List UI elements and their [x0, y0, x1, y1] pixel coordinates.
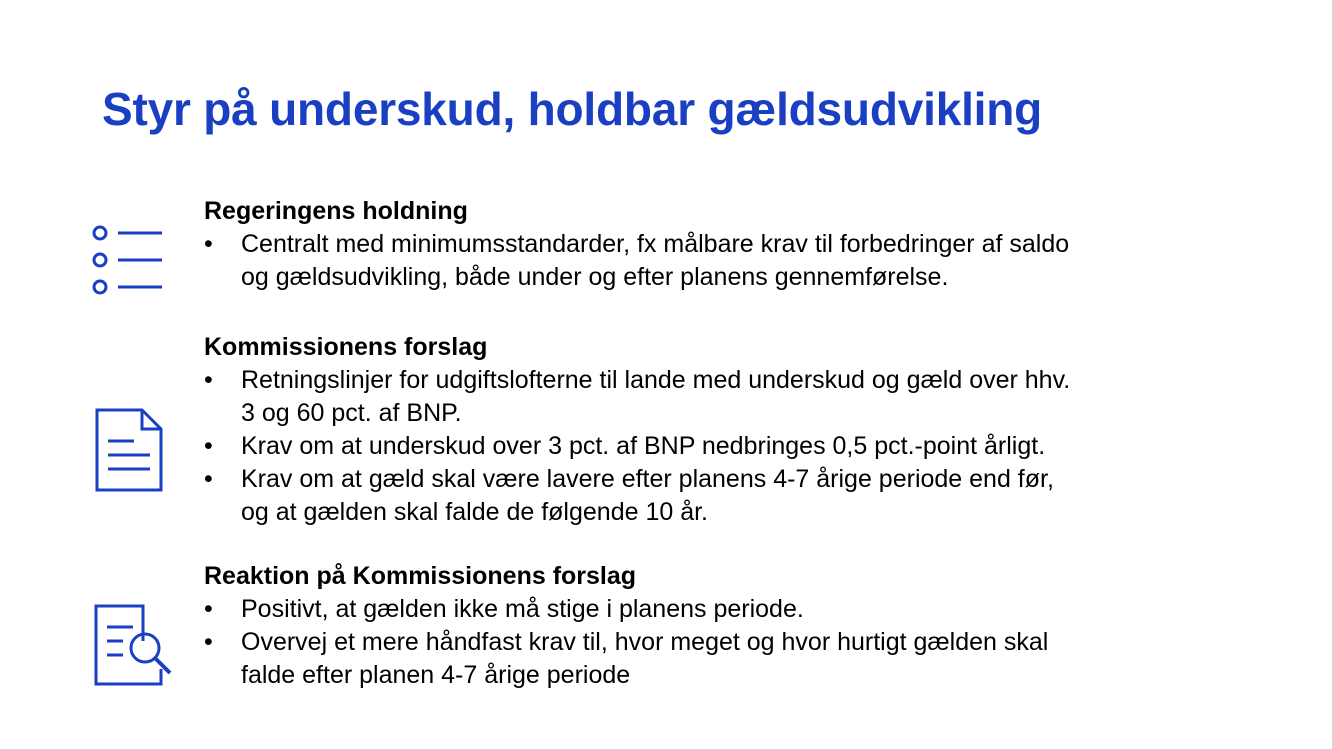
document-icon — [94, 407, 164, 493]
section-heading: Regeringens holdning — [204, 197, 468, 225]
bullet-list — [204, 593, 1204, 692]
bullet-text-line: og gældsudvikling, både under og efter planens gennemførelse. — [241, 263, 949, 291]
document-search-icon — [93, 603, 175, 687]
bullet-marker: • — [204, 366, 213, 394]
bullet-item — [204, 626, 1204, 692]
section-heading: Kommissionens forslag — [204, 333, 488, 361]
bullet-text-line: Overvej et mere håndfast krav til, hvor meget og hvor hurtigt gælden skal — [241, 628, 1049, 656]
list-icon — [88, 222, 168, 298]
bullet-list — [204, 228, 1204, 294]
bullet-marker: • — [204, 595, 213, 623]
bullet-item — [204, 364, 1204, 430]
bullet-item — [204, 593, 1204, 626]
slide-title: Styr på underskud, holdbar gældsudvikling — [102, 83, 1043, 135]
bullet-text-line: Krav om at gæld skal være lavere efter planens 4-7 årige periode end før, — [241, 465, 1054, 493]
section-kommissionens-forslag — [204, 331, 1204, 529]
bullet-marker: • — [204, 628, 213, 656]
bullet-text-line: 3 og 60 pct. af BNP. — [241, 399, 462, 427]
section-reaktion — [204, 560, 1204, 692]
bullet-text-line: falde efter planen 4-7 årige periode — [241, 661, 631, 689]
bullet-marker: • — [204, 432, 213, 460]
bullet-item — [204, 463, 1204, 529]
section-heading: Reaktion på Kommissionens forslag — [204, 562, 637, 590]
bullet-item — [204, 228, 1204, 294]
bullet-marker: • — [204, 230, 213, 258]
bullet-list — [204, 364, 1204, 529]
bullet-text-line: og at gælden skal falde de følgende 10 år. — [241, 498, 708, 526]
bullet-text-line: Centralt med minimumsstandarder, fx målbare krav til forbedringer af saldo — [241, 230, 1070, 258]
section-regeringens-holdning — [204, 195, 1204, 294]
bullet-marker: • — [204, 465, 213, 493]
bullet-item — [204, 430, 1204, 463]
bullet-text-line: Retningslinjer for udgiftslofterne til lande med underskud og gæld over hhv. — [241, 366, 1071, 394]
bullet-text-line: Krav om at underskud over 3 pct. af BNP nedbringes 0,5 pct.-point årligt. — [241, 432, 1046, 460]
bullet-text-line: Positivt, at gælden ikke må stige i planens periode. — [241, 595, 804, 623]
